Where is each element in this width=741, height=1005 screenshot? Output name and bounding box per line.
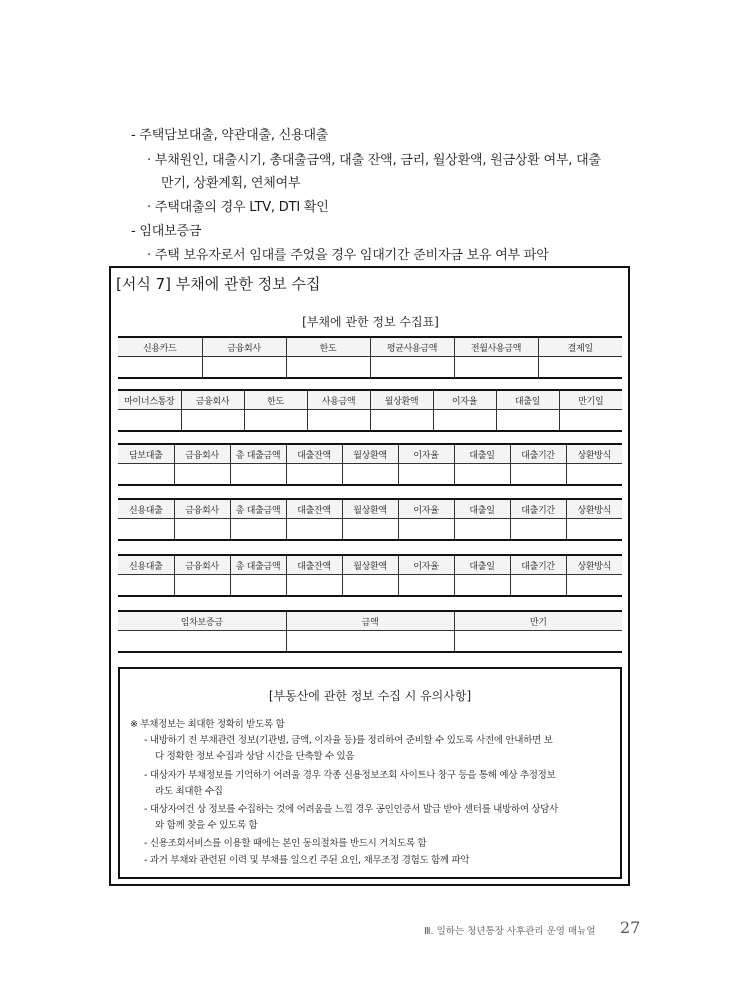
input-cell[interactable] — [559, 410, 622, 432]
input-cell[interactable] — [566, 575, 622, 597]
input-cell[interactable] — [202, 357, 286, 379]
credit-loan-table-2 — [118, 554, 622, 597]
header-cell: 담보대출 — [118, 444, 174, 464]
bullet-loan-details: · 부채원인, 대출시기, 총대출금액, 대출 잔액, 금리, 월상환액, 원금상환 여부, 대출 — [147, 153, 601, 168]
input-cell[interactable] — [286, 631, 454, 653]
header-cell: 마이너스통장 — [118, 390, 181, 410]
input-cell[interactable] — [398, 464, 454, 486]
footer-text: Ⅲ. 일하는 청년통장 사후관리 운영 매뉴얼 — [424, 926, 596, 937]
credit-card-table — [118, 336, 622, 379]
header-cell: 만기 — [454, 611, 622, 631]
input-cell[interactable] — [370, 410, 433, 432]
header-cell: 금액 — [286, 611, 454, 631]
header-cell: 월상환액 — [342, 499, 398, 519]
header-cell: 이자율 — [433, 390, 496, 410]
header-cell: 대출기간 — [510, 444, 566, 464]
input-cell[interactable] — [454, 631, 622, 653]
note-line: 다 정확한 정보 수집과 상담 시간을 단축할 수 있음 — [155, 751, 355, 762]
header-cell: 금융회사 — [181, 390, 244, 410]
bullet-loan-types: - 주택담보대출, 약관대출, 신용대출 — [131, 128, 329, 143]
minus-account-table — [118, 389, 622, 432]
input-cell[interactable] — [181, 410, 244, 432]
bullet-ltv-dti: · 주택대출의 경우 LTV, DTI 확인 — [147, 200, 329, 215]
note-line: ※ 부채정보는 최대한 정확히 받도록 함 — [130, 719, 285, 730]
input-cell[interactable] — [510, 575, 566, 597]
header-cell: 월상환액 — [342, 444, 398, 464]
page-number: 27 — [620, 918, 641, 937]
header-cell: 결제일 — [538, 337, 622, 357]
header-cell: 이자율 — [398, 555, 454, 575]
header-cell: 총 대출금액 — [230, 555, 286, 575]
input-cell[interactable] — [454, 357, 538, 379]
input-cell[interactable] — [230, 464, 286, 486]
header-cell: 만기일 — [559, 390, 622, 410]
input-cell[interactable] — [398, 575, 454, 597]
input-cell[interactable] — [174, 575, 230, 597]
input-cell[interactable] — [566, 519, 622, 541]
input-cell[interactable] — [286, 575, 342, 597]
header-cell: 총 대출금액 — [230, 444, 286, 464]
credit-loan-table-1 — [118, 498, 622, 541]
header-cell: 대출잔액 — [286, 444, 342, 464]
header-cell: 전월사용금액 — [454, 337, 538, 357]
notes-title: [부동산에 관한 정보 수집 시 유의사항] — [268, 689, 472, 703]
header-cell: 상환방식 — [566, 444, 622, 464]
input-cell[interactable] — [244, 410, 307, 432]
input-cell[interactable] — [286, 357, 370, 379]
header-cell: 대출기간 — [510, 555, 566, 575]
input-cell[interactable] — [342, 575, 398, 597]
note-line: - 대상자여건 상 정보를 수집하는 것에 어려움을 느낄 경우 공인인증서 발급 받아 센터를 내방하여 상담사 — [144, 804, 559, 815]
input-cell[interactable] — [118, 464, 174, 486]
input-cell[interactable] — [286, 464, 342, 486]
input-cell[interactable] — [454, 575, 510, 597]
header-cell: 상환방식 — [566, 499, 622, 519]
header-cell: 금융회사 — [174, 555, 230, 575]
input-cell[interactable] — [566, 464, 622, 486]
header-cell: 신용대출 — [118, 555, 174, 575]
note-line: - 대상자가 부채정보를 기억하기 어려울 경우 각종 신용정보조회 사이트나 창구 등을 통해 예상 추정정보 — [144, 770, 556, 781]
input-cell[interactable] — [307, 410, 370, 432]
header-cell: 대출일 — [454, 499, 510, 519]
input-cell[interactable] — [454, 464, 510, 486]
input-cell[interactable] — [118, 631, 286, 653]
header-cell: 신용대출 — [118, 499, 174, 519]
bullet-deposit: - 임대보증금 — [131, 224, 202, 239]
input-cell[interactable] — [118, 357, 202, 379]
header-cell: 월상환액 — [342, 555, 398, 575]
input-cell[interactable] — [510, 464, 566, 486]
header-cell: 임차보증금 — [118, 611, 286, 631]
input-cell[interactable] — [342, 464, 398, 486]
header-cell: 이자율 — [398, 499, 454, 519]
header-cell: 대출기간 — [510, 499, 566, 519]
header-cell: 대출일 — [454, 555, 510, 575]
header-cell: 금융회사 — [174, 444, 230, 464]
note-line: 와 함께 찾을 수 있도록 함 — [155, 820, 258, 831]
input-cell[interactable] — [118, 410, 181, 432]
note-line: - 신용조회서비스를 이용할 때에는 본인 동의절차를 반드시 거치도록 함 — [144, 838, 427, 849]
input-cell[interactable] — [370, 357, 454, 379]
input-cell[interactable] — [510, 519, 566, 541]
header-cell: 총 대출금액 — [230, 499, 286, 519]
note-line: 라도 최대한 수집 — [155, 786, 223, 797]
input-cell[interactable] — [454, 519, 510, 541]
lease-deposit-table — [118, 610, 622, 653]
header-cell: 이자율 — [398, 444, 454, 464]
header-cell: 금융회사 — [202, 337, 286, 357]
bullet-deposit-detail: · 주택 보유자로서 임대를 주었을 경우 임대기간 준비자금 보유 여부 파악 — [147, 248, 549, 263]
header-cell: 한도 — [286, 337, 370, 357]
input-cell[interactable] — [174, 464, 230, 486]
header-cell: 평균사용금액 — [370, 337, 454, 357]
header-cell: 신용카드 — [118, 337, 202, 357]
input-cell[interactable] — [230, 575, 286, 597]
header-cell: 금융회사 — [174, 499, 230, 519]
header-cell: 대출잔액 — [286, 499, 342, 519]
input-cell[interactable] — [286, 519, 342, 541]
notes-box — [118, 667, 622, 879]
header-cell: 대출일 — [496, 390, 559, 410]
header-cell: 한도 — [244, 390, 307, 410]
input-cell[interactable] — [118, 575, 174, 597]
form-title: [서식 7] 부채에 관한 정보 수집 — [116, 275, 321, 293]
bullet-loan-details-cont: 만기, 상환계획, 연체여부 — [161, 176, 301, 191]
form-subtitle: [부채에 관한 정보 수집표] — [302, 315, 439, 329]
input-cell[interactable] — [118, 519, 174, 541]
input-cell[interactable] — [538, 357, 622, 379]
header-cell: 사용금액 — [307, 390, 370, 410]
header-cell: 대출잔액 — [286, 555, 342, 575]
header-cell: 월상환액 — [370, 390, 433, 410]
input-cell[interactable] — [342, 519, 398, 541]
mortgage-loan-table — [118, 443, 622, 486]
input-cell[interactable] — [433, 410, 496, 432]
input-cell[interactable] — [496, 410, 559, 432]
input-cell[interactable] — [174, 519, 230, 541]
note-line: - 내방하기 전 부채관련 정보(기관별, 금액, 이자율 등)를 정리하여 준비할 수 있도록 사전에 안내하면 보 — [144, 735, 553, 746]
header-cell: 대출일 — [454, 444, 510, 464]
header-cell: 상환방식 — [566, 555, 622, 575]
input-cell[interactable] — [230, 519, 286, 541]
note-line: - 과거 부채와 관련된 이력 및 부채를 일으킨 주된 요인, 채무조정 경험도 함께 파악 — [144, 855, 470, 866]
input-cell[interactable] — [398, 519, 454, 541]
